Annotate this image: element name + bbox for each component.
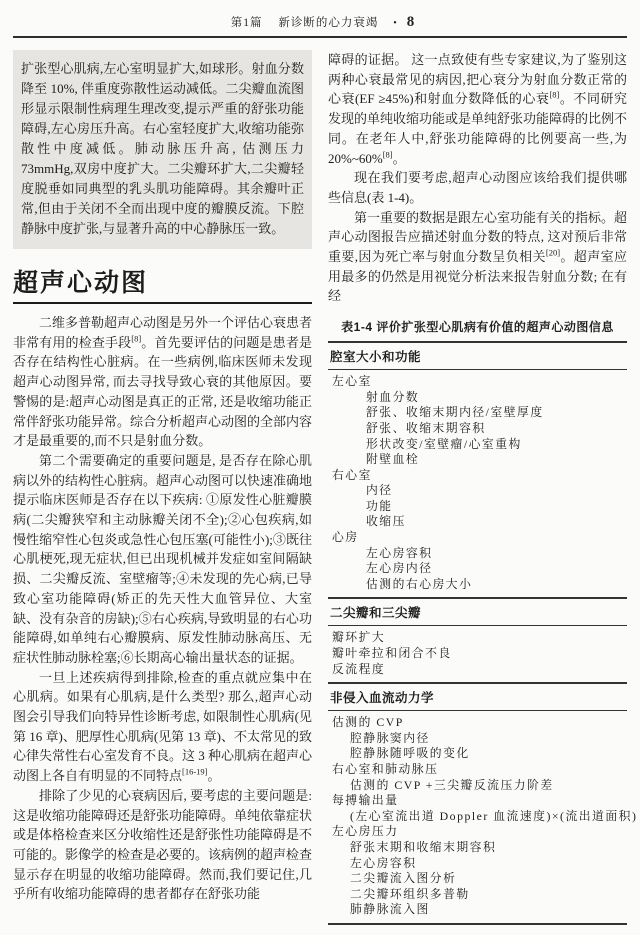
page-number: 8: [406, 14, 416, 30]
left-column: [13, 50, 312, 925]
table-item: 左心房压力: [332, 824, 399, 839]
table-item: 估测的 CVP +三尖瓣反流压力阶差: [350, 777, 554, 792]
table-title: 表1-4 评价扩张型心肌病有价值的超声心动图信息: [341, 320, 614, 335]
table-section-items: [328, 711, 638, 923]
table-item: 右心室: [332, 467, 372, 482]
table-1-4: [328, 318, 638, 925]
running-head: [13, 8, 627, 36]
table-section-header: 非侵入血流动力学: [328, 682, 627, 711]
right-column: [328, 50, 638, 925]
table-item: (左心室流出道 Doppler 血流速度)×(流出道面积): [350, 808, 638, 823]
paragraph: 障碍的证据。 这一点致使有些专家建议,为了鉴别这两种心衰最常见的病因,把心衰分为射血分数正常的心衰(EF ≥45%)和射血分数降低的心衰[8]。不同研究发现的单纯收缩功能或是单纯舒张功能障碍的比例不同。在老年人中,舒张功能障碍的比例要高一些,为20%~60%[8]。: [328, 52, 628, 166]
table-item: 左心室: [332, 374, 372, 389]
table-section-header: 二尖瓣和三尖瓣: [328, 597, 627, 626]
table-item: 估测的 CVP: [332, 715, 404, 730]
table-item: 心房: [332, 530, 359, 545]
table-section-header: 腔室大小和功能: [328, 341, 627, 370]
table-item: 肺静脉流入图: [350, 902, 430, 917]
bullet-separator: •: [393, 18, 398, 29]
table-body: [328, 341, 638, 925]
table-item: 左心房容积: [366, 545, 433, 560]
table-item: 功能: [366, 498, 393, 513]
table-item: 每搏输出量: [332, 793, 399, 808]
table-section-items: [328, 626, 627, 682]
table-item: 估测的右心房大小: [366, 576, 473, 591]
paragraph: 排除了少见的心衰病因后, 要考虑的主要问题是:这是收缩功能障碍还是舒张功能障碍。单纯依靠症状或是体格检查来区分收缩性还是舒张性功能障碍是不可能的。影像学的检查是必要的。该病例的超声检查显示存在明显的收缩功能障碍。然而,我们要记住,几乎所有收缩功能障碍的患者都存在舒张功能: [13, 787, 313, 902]
paragraph: 现在我们要考虑,超声心动图应该给我们提供哪些信息(表 1-4)。: [328, 170, 627, 205]
table-item: 舒张、收缩末期容积: [366, 420, 486, 435]
table-item: 形状改变/室壁瘤/心室重构: [366, 436, 522, 451]
right-column-paragraphs: [328, 50, 627, 306]
paragraph: 第二个需要确定的重要问题是, 是否存在除心肌病以外的结构性心脏病。超声心动图可以快速准确地提示临床医师是否存在以下疾病: ①原发性心脏瓣膜病(二尖瓣狭窄和主动脉瓣关闭不全);②心包疾病,如慢性缩窄性心包炎或急性心包压塞(可能性小);③既往心肌梗死,现无症状,但已出现机械并发症如室间隔缺损、二尖瓣反流、室壁瘤等;④未发现的先心病,已导致心室功能障碍(矫正的先天性大血管异位、大室缺、没有杂音的房缺);⑤右心疾病,导致明显的右心功能障碍,如单纯右心瓣膜病、原发性肺动脉高压、无症状性肺动脉栓塞;⑥长期高心输出量状态的证据。: [13, 452, 313, 665]
part-label: 第1篇: [230, 17, 263, 29]
table-item: 右心室和肺动脉压: [332, 762, 439, 777]
paragraph: 二维多普勒超声心动图是另外一个评估心衰患者非常有用的检查手段[8]。首先要评估的问题是患者是否存在结构性心脏病。在一些病例,临床医师未发现超声心动图异常, 而去寻找导致心衰的其他原因。要警惕的是:超声心动图是真正的正常, 还是收缩功能正常伴舒张功能异常。综合分析超声心动图的全部内容才是最重要的,而不只是射血分数。: [13, 315, 313, 449]
left-column-paragraphs: [13, 313, 312, 904]
table-item: 收缩压: [366, 514, 406, 529]
table-item: 二尖瓣流入图分析: [350, 871, 457, 886]
table-item: 瓣环扩大: [332, 630, 386, 645]
paragraph: 一旦上述疾病得到排除,检查的重点就应集中在心肌病。如果有心肌病,是什么类型? 那么,超声心动图会引导我们向特异性诊断考虑, 如限制性心肌病(见第 16 章)、肥厚性心肌病(见第 13 章)、不太常见的致心律失常性右心室发育不良。这 3 种心肌病在超声心动图上各自有明显的不同特点[16-19]。: [13, 669, 313, 784]
header-rule: [13, 36, 627, 38]
two-column-layout: [13, 50, 638, 925]
table-item: 内径: [366, 483, 393, 498]
table-item: 左心房容积: [350, 855, 417, 870]
chapter-title: 新诊断的心力衰竭: [278, 17, 379, 29]
table-section-items: [328, 370, 627, 597]
table-item: 反流程度: [332, 661, 386, 676]
table-item: 二尖瓣环组织多普勒: [350, 886, 470, 901]
table-item: 舒张、收缩末期内径/室壁厚度: [366, 405, 544, 420]
table-item: 射血分数: [366, 389, 420, 404]
case-description-box: 扩张型心肌病,左心室明显扩大,如球形。射血分数降至 10%, 伴重度弥散性运动减低。二尖瓣血流图形显示限制性病理生理改变,提示严重的舒张功能障碍,左心房压升高。右心室轻度扩大,收缩功能弥散性中度减低。肺动脉压升高, 估测压力 73mmHg,双房中度扩大。二尖瓣环扩大,二尖瓣轻度脱垂如同典型的乳头肌功能障碍。其余瓣叶正常,但由于关闭不全而出现中度的瓣膜反流。下腔静脉中度扩张,与显著升高的中心静脉压一致。: [13, 50, 312, 249]
table-item: 附壁血栓: [366, 452, 420, 467]
section-heading-echocardiogram: 超声心动图: [13, 263, 312, 304]
table-item: 舒张末期和收缩末期容积: [350, 839, 497, 854]
table-item: 左心房内径: [366, 561, 433, 576]
table-item: 腔静脉窦内径: [350, 730, 430, 745]
table-item: 腔静脉随呼吸的变化: [350, 746, 470, 761]
table-item: 瓣叶牵拉和闭合不良: [332, 646, 452, 661]
paragraph: 第一重要的数据是跟左心室功能有关的指标。超声心动图报告应描述射血分数的特点, 这对预后非常重要,因为死亡率与射血分数呈负相关[20]。超声室应用最多的仍然是用视觉分析法来报告射血分数; 在有经: [328, 209, 628, 304]
